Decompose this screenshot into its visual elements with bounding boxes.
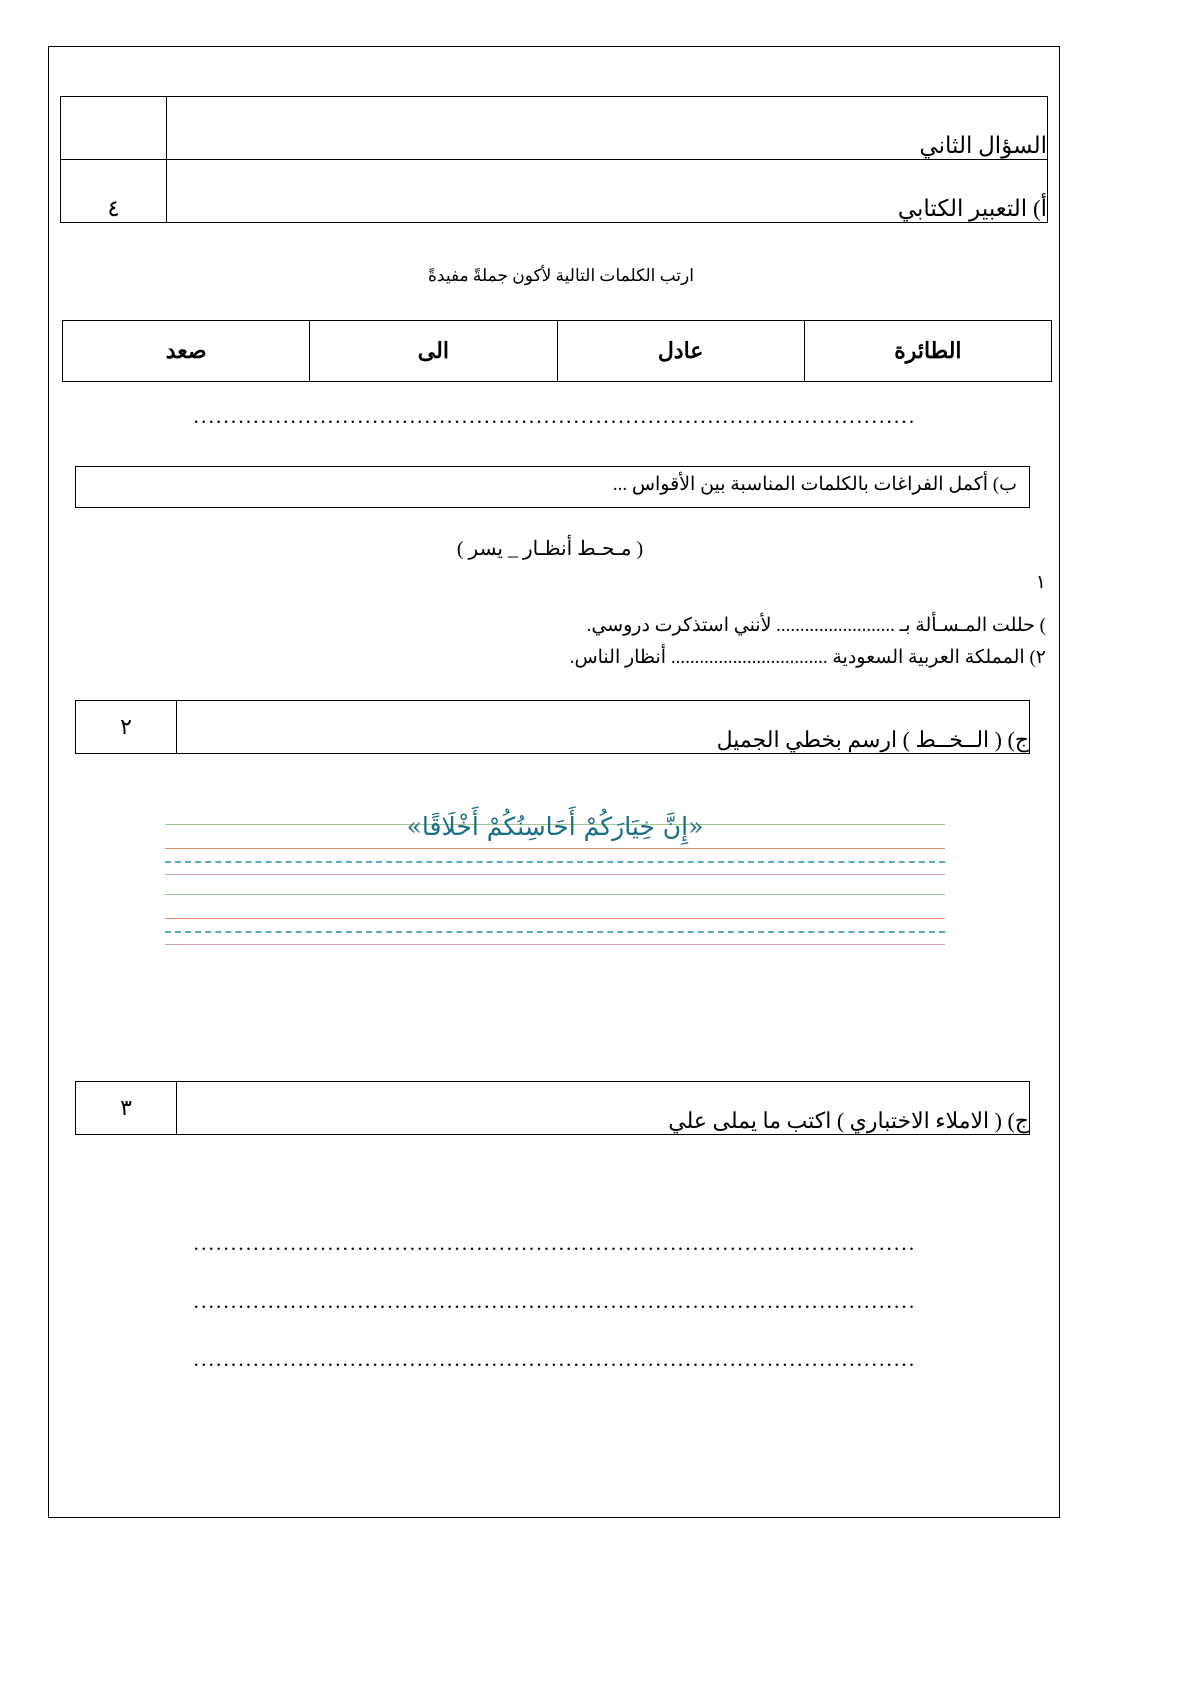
rule-line-pink (165, 874, 945, 875)
question-header-table (60, 96, 1048, 223)
section-a-answer-line[interactable]: ................................................................................................. (193, 404, 917, 428)
section-c-handwriting-table (75, 700, 1030, 754)
question-heading-mark-cell (61, 97, 167, 160)
word-cell-2[interactable]: عادل (557, 321, 804, 382)
section-b-item-number: ١ (1035, 572, 1046, 593)
section-a-instruction: ارتب الكلمات التالية لأكون جملةً مفيدةً (428, 266, 694, 285)
dictation-answer-line-3[interactable]: ................................................................................................. (193, 1347, 917, 1371)
section-c-dictation-title: ج) ( الاملاء الاختباري ) اكتب ما يملى علي (177, 1082, 1030, 1135)
table-row (76, 1082, 1030, 1135)
table-row (61, 160, 1048, 223)
calligraphy-ruled-block-1 (165, 806, 945, 876)
section-b-sentence-2[interactable]: ٢) المملكة العربية السعودية ................................. أنظار الناس. (569, 647, 1046, 668)
dictation-answer-line-2[interactable]: ................................................................................................. (193, 1289, 917, 1313)
question-heading: السؤال الثاني (167, 97, 1048, 160)
section-b-word-bank: ( مـحـط أنظـار _ يسر ) (456, 538, 644, 560)
table-row (63, 321, 1052, 382)
section-c-handwriting-mark: ٢ (76, 701, 177, 754)
rule-line-pink (165, 944, 945, 945)
rule-line-orange (165, 848, 945, 849)
section-a-mark: ٤ (61, 160, 167, 223)
word-bank-table (62, 320, 1052, 382)
section-a-title: أ) التعبير الكتابي (167, 160, 1048, 223)
page-content (48, 46, 1060, 1518)
section-c-dictation-table (75, 1081, 1030, 1135)
word-cell-4[interactable]: صعد (63, 321, 310, 382)
calligraphy-ruled-block-2[interactable] (165, 876, 945, 946)
section-c-dictation-mark: ٣ (76, 1082, 177, 1135)
rule-line-orange (165, 918, 945, 919)
dictation-answer-line-1[interactable]: ................................................................................................. (193, 1231, 917, 1255)
rule-line-dashed (165, 931, 945, 933)
rule-line-dashed (165, 861, 945, 863)
section-c-handwriting-title: ج) ( الــخــط ) ارسم بخطي الجميل (177, 701, 1030, 754)
calligraphy-sample-text: «إِنَّ خِيَارَكُمْ أَحَاسِنُكُمْ أَخْلَاقًا» (406, 812, 704, 841)
rule-line-green (165, 894, 945, 895)
section-b-title: ب) أكمل الفراغات بالكلمات المناسبة بين الأقواس ... (75, 466, 1030, 508)
table-row (61, 97, 1048, 160)
table-row (76, 701, 1030, 754)
section-b-sentence-1[interactable]: ) حللت المـسـألة بـ ......................... لأنني استذكرت دروسي. (586, 615, 1046, 636)
word-cell-1[interactable]: الطائرة (804, 321, 1051, 382)
word-cell-3[interactable]: الى (310, 321, 557, 382)
